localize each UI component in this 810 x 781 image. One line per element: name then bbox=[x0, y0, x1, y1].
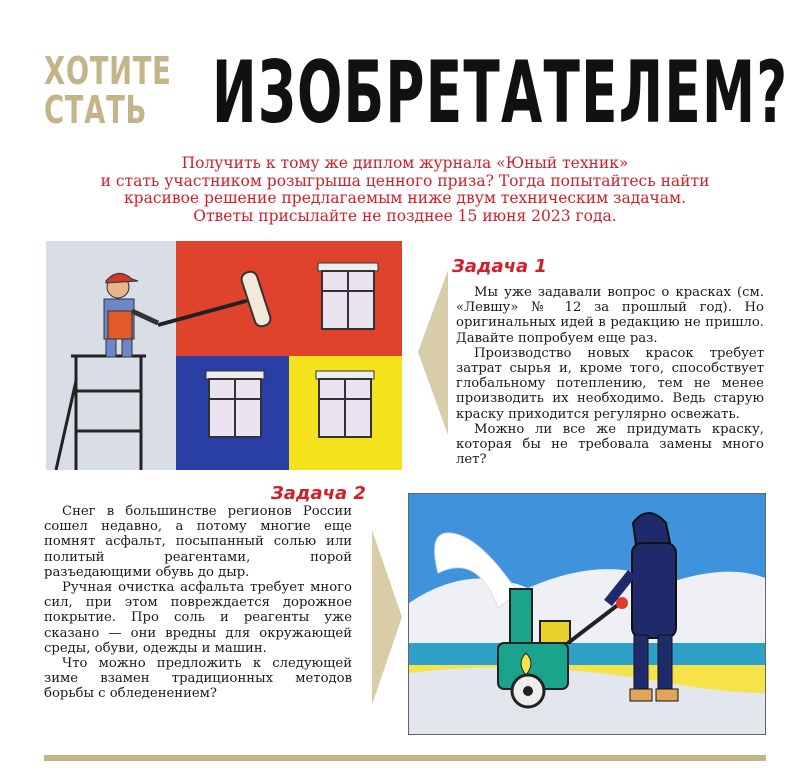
intro-line-2: и стать участником розыгрыша ценного приза? Тогда попытайтесь найти bbox=[100, 171, 710, 190]
kicker-line-1: ХОТИТЕ bbox=[44, 49, 172, 93]
task-1-paragraph-3: Можно ли все же придумать краску, которая бы не требовала замены много лет? bbox=[456, 421, 764, 468]
intro-text bbox=[95, 155, 715, 225]
window-top bbox=[318, 263, 378, 329]
task-1-title: Задача 1 bbox=[452, 256, 547, 277]
task-2-paragraph-2: Ручная очистка асфальта требует много сил, при этом повреждается дорожное покрытие. Про соль и реагенты уже сказано — они вредны для окружающей среды, обуви, одежды и машин. bbox=[44, 580, 352, 656]
intro-line-4: Ответы присылайте не позднее 15 июня 2023 года. bbox=[193, 206, 617, 225]
task-1-paragraph-1: Мы уже задавали вопрос о красках (см. «Левшу» № 12 за прошлый год). Но оригинальных идей в редакцию не пришло. Давайте попробуем еще раз. bbox=[456, 285, 764, 346]
bottom-rule bbox=[44, 755, 766, 761]
pointer-arrow-right bbox=[370, 530, 402, 705]
snowblower-illustration bbox=[408, 493, 766, 735]
task-2-title: Задача 2 bbox=[271, 483, 366, 504]
pointer-arrow-left bbox=[418, 270, 450, 435]
kicker-line-2: СТАТЬ bbox=[44, 88, 148, 132]
window-yellow bbox=[316, 371, 374, 437]
kicker-title bbox=[44, 49, 172, 132]
snow-hills bbox=[409, 569, 765, 653]
task-1-paragraph-2: Производство новых красок требует затрат сырья и, кроме того, способствует глобальному потеплению, тем не менее производить их необходимо. Ведь старую краску приходится регулярно освежать. bbox=[456, 345, 764, 422]
window-blue bbox=[206, 371, 264, 437]
painter-illustration bbox=[46, 241, 402, 470]
task-2-paragraph-3: Что можно предложить к следующей зиме взамен традиционных методов борьбы с обледенением? bbox=[44, 656, 352, 702]
task-2-text bbox=[44, 504, 352, 702]
task-1-text bbox=[456, 285, 764, 467]
intro-line-1: Получить к тому же диплом журнала «Юный техник» bbox=[181, 154, 629, 172]
page-headline: ИЗОБРЕТАТЕЛЕМ? bbox=[212, 43, 789, 143]
intro-line-3: красивое решение предлагаемым ниже двум техническим задачам. bbox=[123, 189, 687, 207]
task-2-paragraph-1: Снег в большинстве регионов России сошел недавно, а потому многие еще помнят асфальт, посыпанный солью или политый реагентами, порой разъедающими обувь до дыр. bbox=[44, 504, 352, 580]
